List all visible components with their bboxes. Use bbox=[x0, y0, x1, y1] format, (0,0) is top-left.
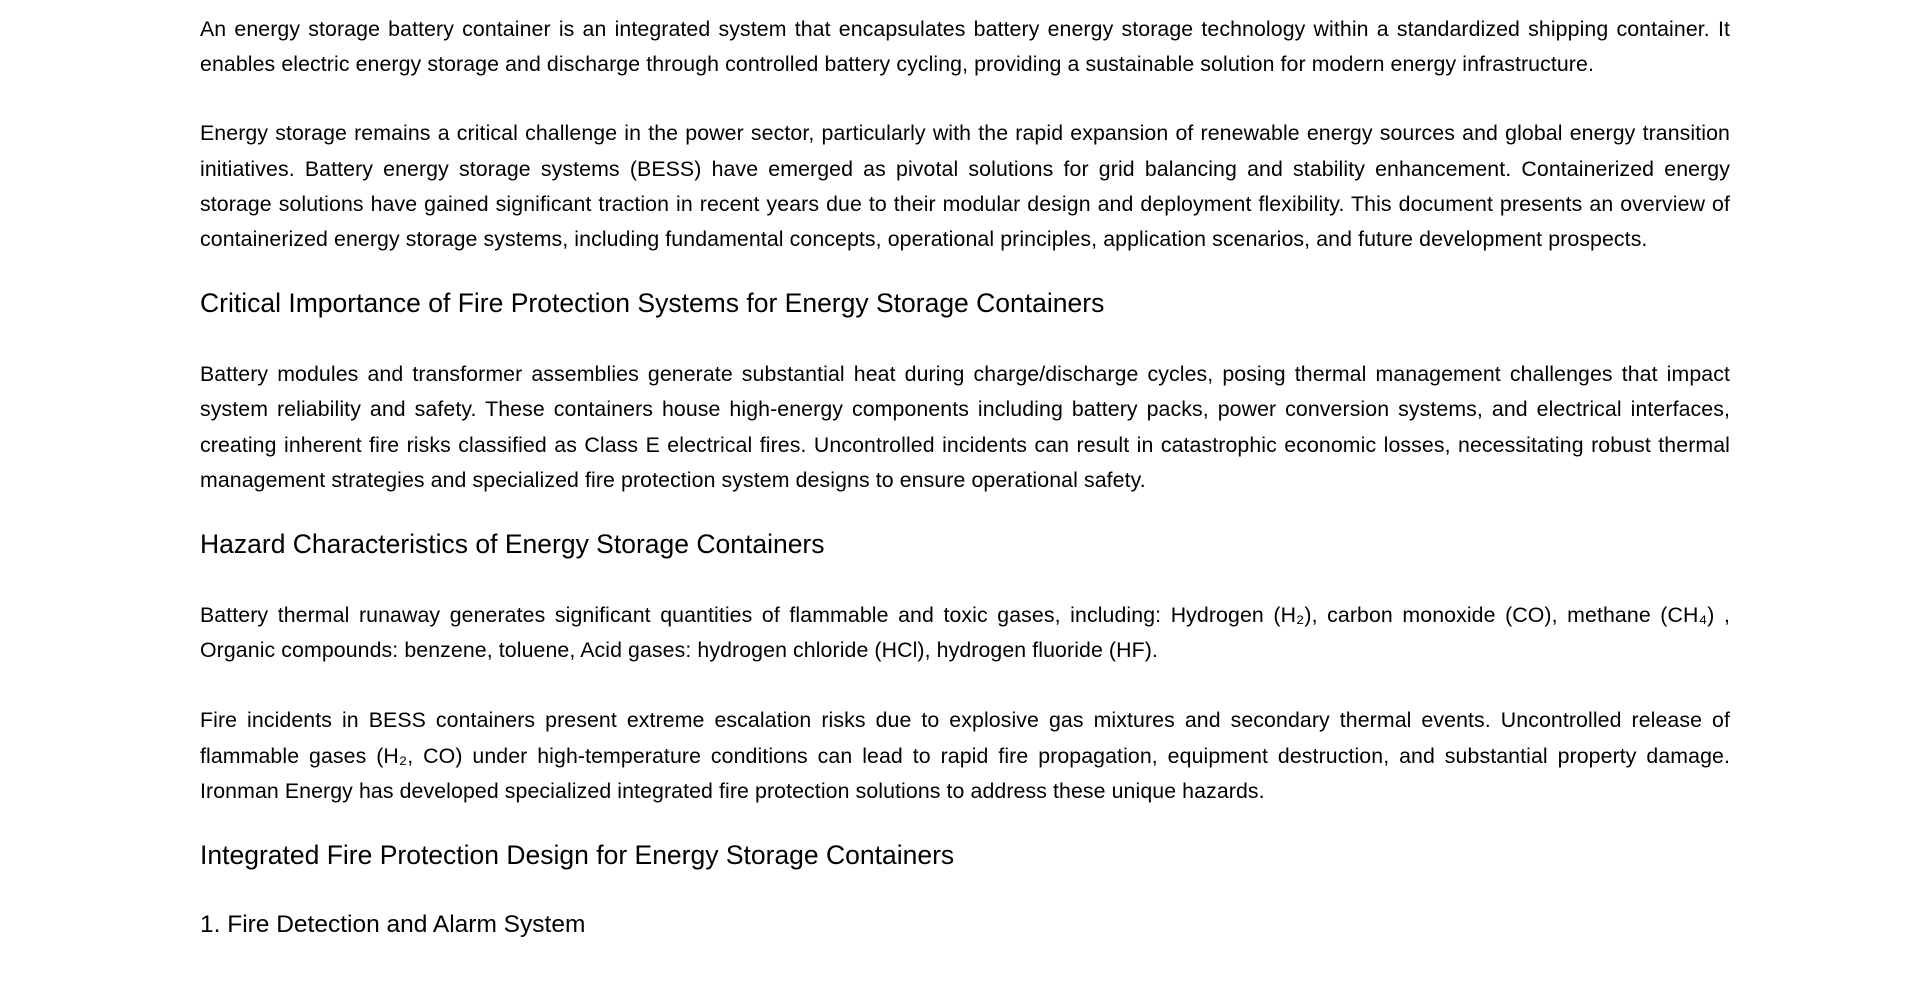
section-heading-fire-protection-importance: Critical Importance of Fire Protection Systems for Energy Storage Containers bbox=[200, 288, 1105, 319]
challenge-paragraph: Energy storage remains a critical challenge in the power sector, particularly with the rapid expansion of renewable energy sources and global energy transition initiatives. Battery energy storage systems (BESS) have emerged as pivotal solutions for grid balancing and stability enhancement. Containerized energy storage solutions have gained significant traction in recent years due to their modular design and deployment flexibility. This document presents an overview of containerized energy storage systems, including fundamental concepts, operational principles, application scenarios, and future development prospects. bbox=[200, 121, 1730, 252]
subsection-heading-detection-alarm: 1. Fire Detection and Alarm System bbox=[200, 911, 586, 939]
fire-protection-importance-paragraph: Battery modules and transformer assemblies generate substantial heat during charge/discharge cycles, posing thermal management challenges that impact system reliability and safety. These containers house high-energy components including battery packs, power conversion systems, and electrical interfaces, creating inherent fire risks classified as Class E electrical fires. Uncontrolled incidents can result in catastrophic economic losses, necessitating robust thermal management strategies and specialized fire protection system designs to ensure operational safety. bbox=[200, 362, 1730, 492]
intro-paragraph: An energy storage battery container is an integrated system that encapsulates battery energy storage technology within a standardized shipping container. It enables electric energy storage and discharge through controlled battery cycling, providing a sustainable solution for modern energy infrastructure. bbox=[200, 17, 1730, 77]
section-heading-integrated-design: Integrated Fire Protection Design for Energy Storage Containers bbox=[200, 840, 955, 871]
hazard-incidents-paragraph: Fire incidents in BESS containers present extreme escalation risks due to explosive gas mixtures and secondary thermal events. Uncontrolled release of flammable gases (H₂, CO) under high-temperature conditions can lead to rapid fire propagation, equipment destruction, and substantial property damage. Ironman Energy has developed specialized integrated fire protection solutions to address these unique hazards. bbox=[200, 708, 1730, 803]
section-heading-hazard-characteristics: Hazard Characteristics of Energy Storage Containers bbox=[200, 529, 825, 560]
article-content bbox=[200, 12, 1730, 943]
hazard-gases-paragraph: Battery thermal runaway generates significant quantities of flammable and toxic gases, including: Hydrogen (H₂), carbon monoxide (CO), methane (CH₄) , Organic compounds: benzene, toluene, Acid gases: hydrogen chloride (HCl), hydrogen fluoride (HF). bbox=[200, 603, 1730, 663]
